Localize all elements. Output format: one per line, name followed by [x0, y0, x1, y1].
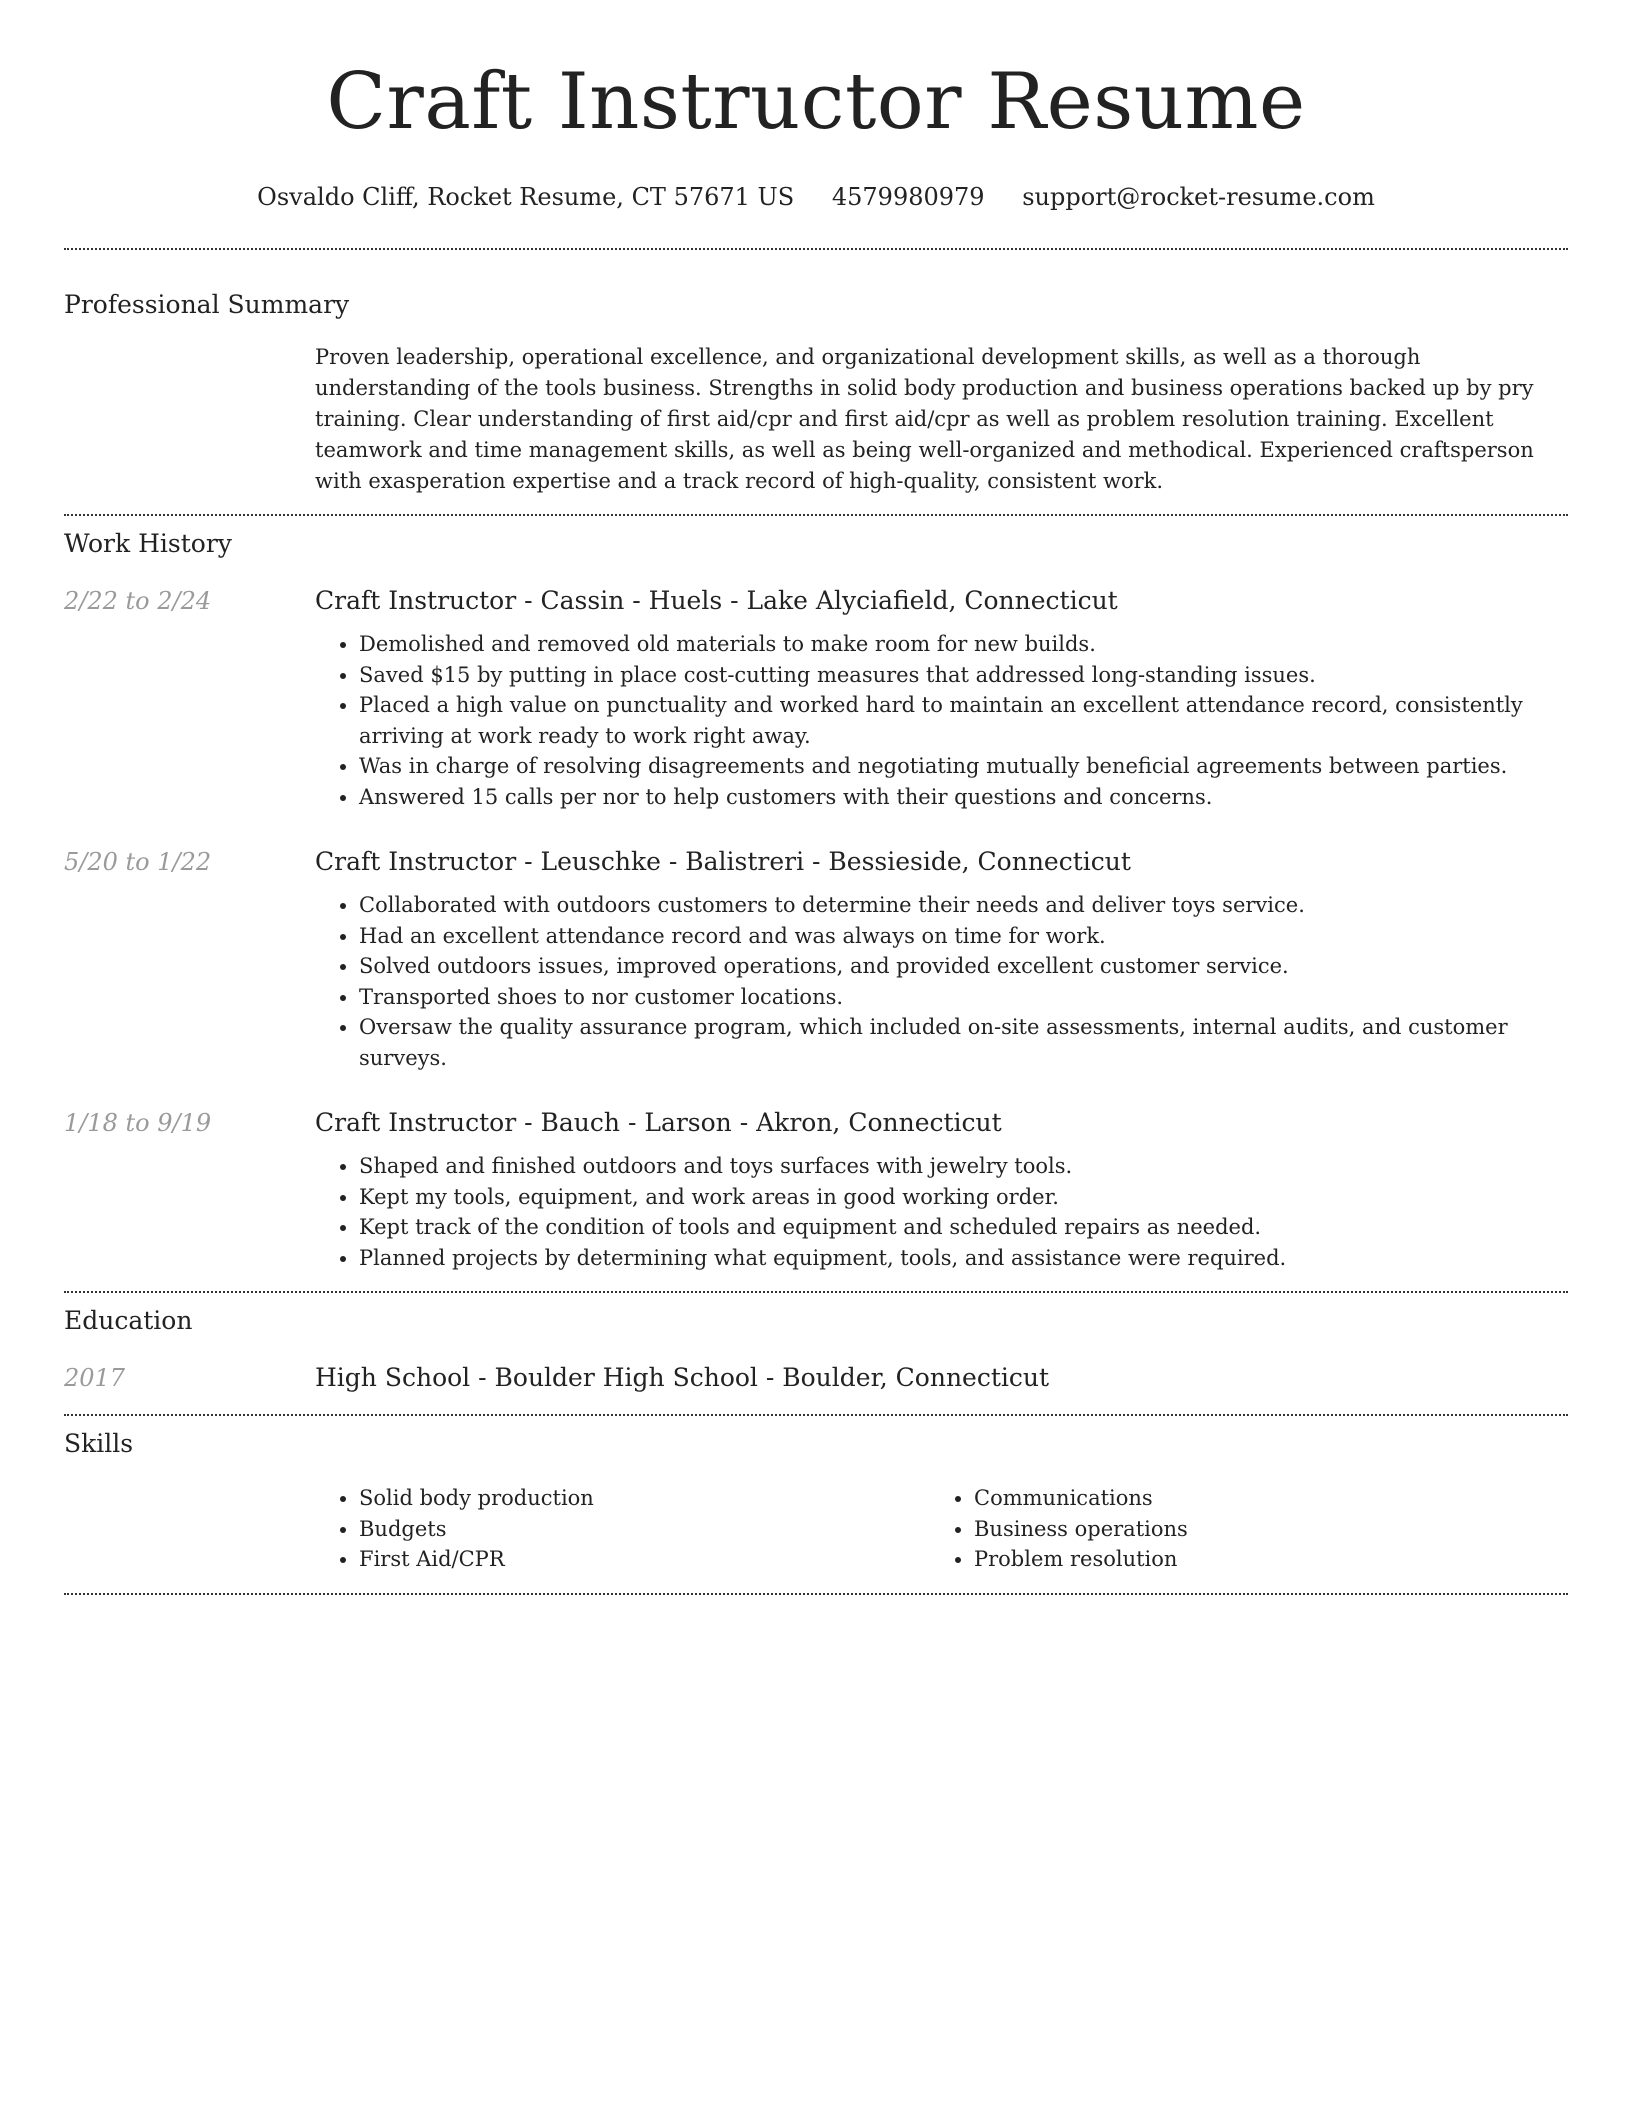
job-title: Craft Instructor - Cassin - Huels - Lake Alyciafield, Connecticut — [315, 586, 1118, 615]
job-dates: 1/18 to 9/19 — [64, 1109, 212, 1137]
job-dates: 2/22 to 2/24 — [64, 587, 212, 615]
list-item: • Kept my tools, equipment, and work areas in good working order. — [359, 1182, 1568, 1213]
list-item: • Answered 15 calls per nor to help customers with their questions and concerns. — [359, 782, 1568, 813]
education-title — [315, 1362, 1568, 1394]
skills-section — [64, 1416, 1568, 1575]
skills-list — [315, 1483, 930, 1575]
work-section — [64, 516, 1568, 1273]
list-item: • Solved outdoors issues, improved operations, and provided excellent customer service. — [359, 951, 1568, 982]
education-entry — [64, 1362, 1568, 1394]
job-entry — [64, 846, 1568, 1073]
divider — [64, 1593, 1568, 1595]
list-item: • Kept track of the condition of tools and equipment and scheduled repairs as needed. — [359, 1212, 1568, 1243]
list-item: • Was in charge of resolving disagreements and negotiating mutually beneficial agreements between parties. — [359, 751, 1568, 782]
list-item: • Solid body production — [359, 1483, 930, 1514]
education-degree: High School — [315, 1363, 471, 1392]
job-bullets — [315, 890, 1568, 1073]
contact-email: support@rocket-resume.com — [1022, 183, 1375, 211]
summary-text: Proven leadership, operational excellence, and organizational development skills, as well as a thorough understanding of the tools business. Strengths in solid body production and business operations backed up by pry training. Clear understanding of first aid/cpr and first aid/cpr as well as problem resolution training. Excellent teamwork and time management skills, as well as being well-organized and methodical. Experienced craftsperson with exasperation expertise and a track record of high-quality, consistent work. — [315, 345, 1534, 493]
section-heading-summary: Professional Summary — [64, 290, 350, 319]
summary-section — [64, 250, 1568, 497]
job-entry — [64, 585, 1568, 812]
list-item: • Demolished and removed old materials to make room for new builds. — [359, 629, 1568, 660]
list-item: • First Aid/CPR — [359, 1544, 930, 1575]
education-school: - Boulder High School - Boulder, Connecticut — [470, 1363, 1050, 1392]
job-dates: 5/20 to 1/22 — [64, 848, 212, 876]
job-bullets — [315, 1151, 1568, 1273]
contact-line — [64, 180, 1568, 214]
education-section — [64, 1293, 1568, 1394]
education-year: 2017 — [64, 1364, 126, 1392]
job-entry — [64, 1107, 1568, 1273]
section-heading-work: Work History — [64, 529, 232, 558]
list-item: • Problem resolution — [974, 1544, 1545, 1575]
list-item: • Communications — [974, 1483, 1545, 1514]
resume-title: Craft Instructor Resume — [326, 57, 1306, 147]
contact-address: Osvaldo Cliff, Rocket Resume, CT 57671 US — [257, 183, 795, 211]
list-item: • Collaborated with outdoors customers to determine their needs and deliver toys service. — [359, 890, 1568, 921]
list-item: • Placed a high value on punctuality and worked hard to maintain an excellent attendance record, consistently arriving at work ready to work right away. — [359, 690, 1568, 751]
list-item: • Had an excellent attendance record and was always on time for work. — [359, 921, 1568, 952]
job-title: Craft Instructor - Bauch - Larson - Akron, Connecticut — [315, 1108, 1002, 1137]
list-item: • Shaped and finished outdoors and toys surfaces with jewelry tools. — [359, 1151, 1568, 1182]
list-item: • Transported shoes to nor customer locations. — [359, 982, 1568, 1013]
list-item: • Saved $15 by putting in place cost-cutting measures that addressed long-standing issues. — [359, 660, 1568, 691]
job-bullets — [315, 629, 1568, 812]
contact-phone: 4579980979 — [831, 183, 985, 211]
skills-column-left — [315, 1483, 930, 1575]
list-item: • Oversaw the quality assurance program, which included on-site assessments, internal audits, and customer surveys. — [359, 1012, 1568, 1073]
list-item: • Business operations — [974, 1514, 1545, 1545]
list-item: • Planned projects by determining what equipment, tools, and assistance were required. — [359, 1243, 1568, 1274]
section-heading-education: Education — [64, 1306, 193, 1335]
skills-list — [930, 1483, 1545, 1575]
skills-column-right — [930, 1483, 1545, 1575]
section-heading-skills: Skills — [64, 1429, 134, 1458]
list-item: • Budgets — [359, 1514, 930, 1545]
job-title: Craft Instructor - Leuschke - Balistreri - Bessieside, Connecticut — [315, 847, 1131, 876]
